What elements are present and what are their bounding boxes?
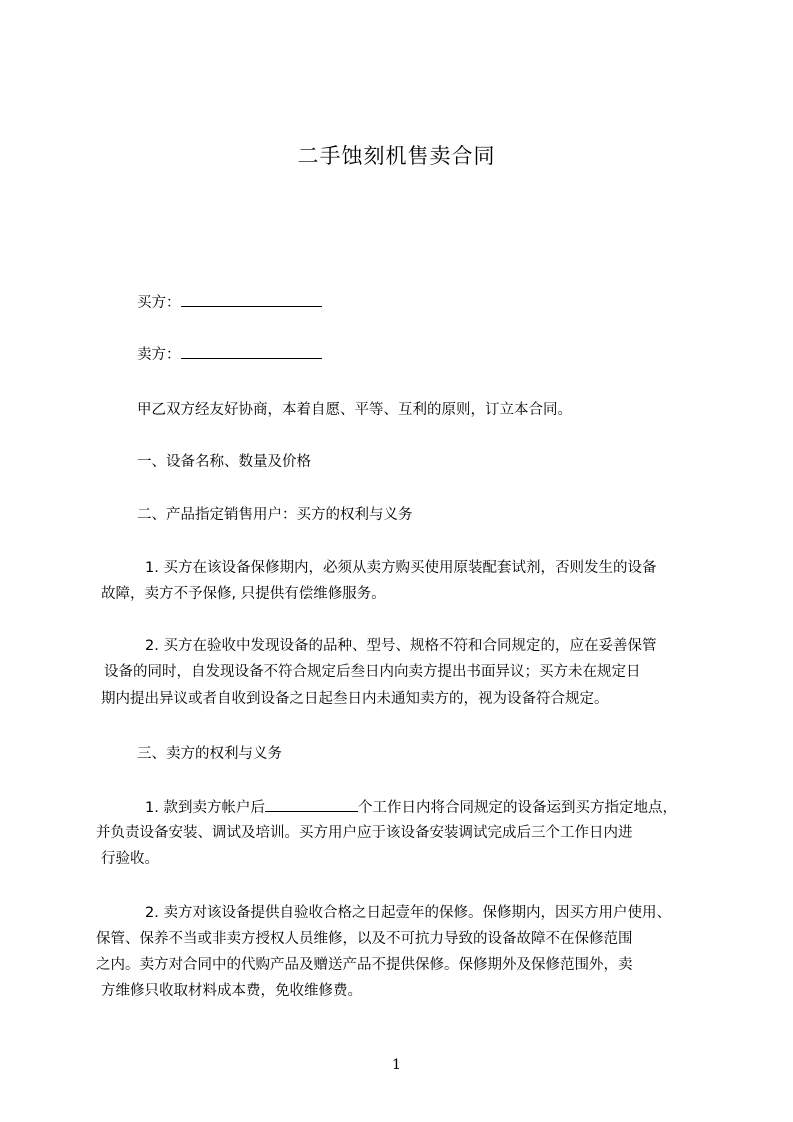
section-3-item-1-line-3: 行验收。: [101, 851, 159, 867]
preamble-text: 甲乙双方经友好协商，本着自愿、平等、互利的原则，订立本合同。: [137, 402, 572, 418]
section-2-item-2-line-3: 期内提出异议或者自收到设备之日起叁日内未通知卖方的，视为设备符合规定。: [101, 691, 609, 707]
seller-label: 卖方：: [137, 347, 181, 363]
working-days-blank: [265, 797, 358, 812]
seller-blank: [181, 344, 322, 359]
section-3-item-1-line-1: [145, 797, 677, 818]
section-3-item-2-line-1: 2. 卖方对该设备提供自验收合格之日起壹年的保修。保修期内，因买方用户使用、: [145, 905, 671, 921]
buyer-line: [137, 292, 322, 313]
section-3-item-1-after-blank: 个工作日内将合同规定的设备运到买方指定地点，: [357, 800, 677, 816]
section-2-item-1-line-2: 故障，卖方不予保修, 只提供有偿维修服务。: [101, 586, 386, 602]
section-3-heading: 三、卖方的权利与义务: [137, 746, 282, 762]
section-2-heading: 二、产品指定销售用户：买方的权利与义务: [137, 507, 413, 523]
page-number: 1: [392, 1057, 401, 1073]
document-title: 二手蚀刻机售卖合同: [297, 144, 496, 168]
section-1-heading: 一、设备名称、数量及价格: [137, 454, 311, 470]
buyer-label: 买方：: [137, 295, 181, 311]
section-3-item-1-before-blank: 1. 款到卖方帐户后: [145, 800, 265, 816]
section-3-item-2-line-4: 方维修只收取材料成本费，免收维修费。: [101, 983, 362, 999]
seller-line: [137, 344, 322, 365]
section-2-item-1-line-1: 1. 买方在该设备保修期内，必须从卖方购买使用原装配套试剂，否则发生的设备: [145, 560, 657, 576]
buyer-blank: [181, 292, 322, 307]
section-3-item-1-line-2: 并负责设备安装、调试及培训。买方用户应于该设备安装调试完成后三个工作日内进: [96, 825, 633, 841]
section-2-item-2-line-2: 设备的同时，自发现设备不符合规定后叁日内向卖方提出书面异议；买方未在规定日: [104, 664, 641, 680]
section-3-item-2-line-3: 之内。卖方对合同中的代购产品及赠送产品不提供保修。保修期外及保修范围外，卖: [96, 957, 633, 973]
section-2-item-2-line-1: 2. 买方在验收中发现设备的品种、型号、规格不符和合同规定的，应在妥善保管: [145, 638, 657, 654]
section-3-item-2-line-2: 保管、保养不当或非卖方授权人员维修，以及不可抗力导致的设备故障不在保修范围: [96, 931, 633, 947]
